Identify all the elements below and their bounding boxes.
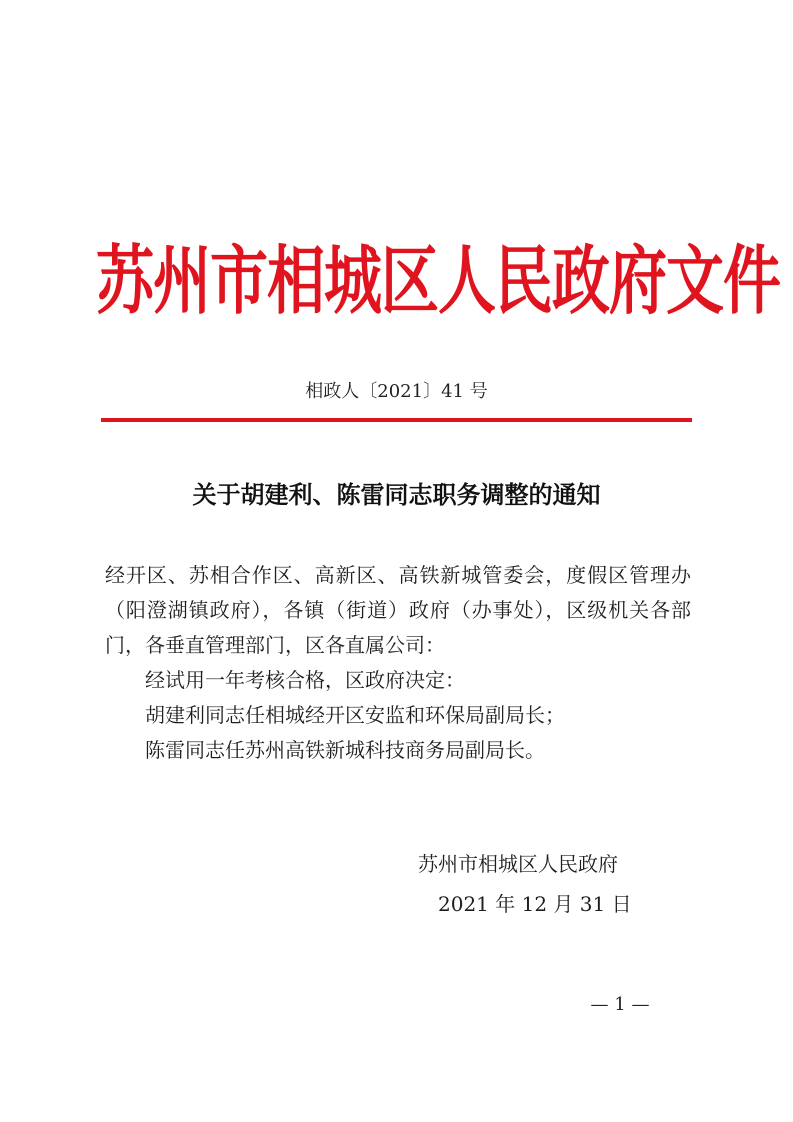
document-body xyxy=(105,558,691,768)
signature-date: 2021 年 12 月 31 日 xyxy=(438,892,632,916)
signature-block xyxy=(390,844,690,924)
red-divider-rule xyxy=(101,418,692,422)
addressee: 经开区、苏相合作区、高新区、高铁新城管委会，度假区管理办（阳澄湖镇政府），各镇（街道）政府（办事处），区级机关各部门，各垂直管理部门，区各直属公司： xyxy=(105,563,691,657)
body-paragraph-decision: 经试用一年考核合格，区政府决定： xyxy=(145,668,465,692)
body-paragraph-appointment-chen: 陈雷同志任苏州高铁新城科技商务局副局长。 xyxy=(145,738,545,762)
document-title: 关于胡建利、陈雷同志职务调整的通知 xyxy=(192,480,601,509)
document-masthead: 苏州市相城区人民政府文件 xyxy=(96,237,781,325)
body-paragraph-appointment-hu: 胡建利同志任相城经开区安监和环保局副局长； xyxy=(145,703,565,727)
document-number: 相政人〔2021〕41 号 xyxy=(305,381,488,402)
signature-organization: 苏州市相城区人民政府 xyxy=(418,852,618,876)
page-number: — 1 — xyxy=(590,994,650,1015)
